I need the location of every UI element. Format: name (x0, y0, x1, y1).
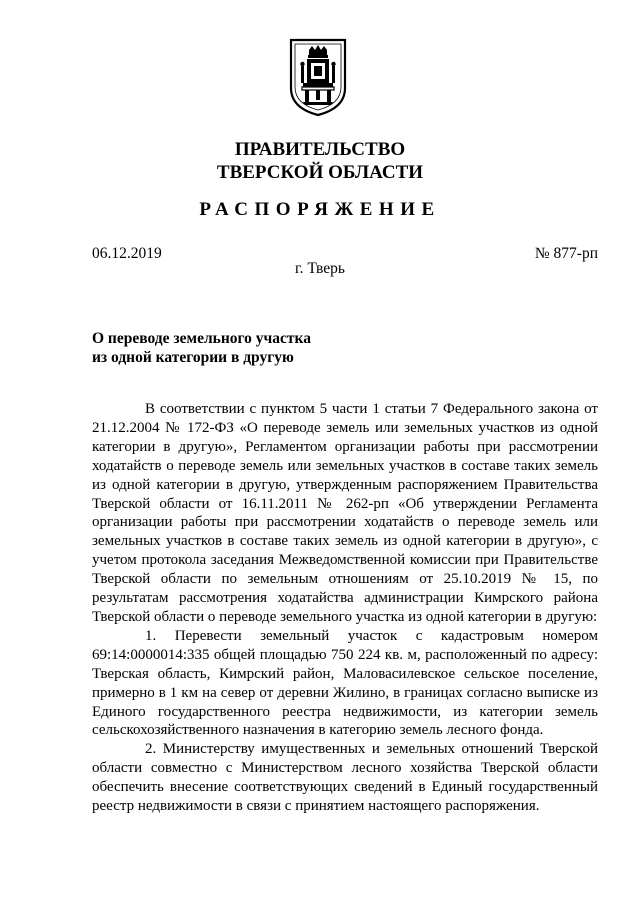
subject-line2: из одной категории в другую (92, 349, 294, 366)
document-number: № 877-рп (534, 245, 598, 262)
document-city: г. Тверь (295, 260, 345, 277)
item-2-paragraph: 2. Министерству имущественных и земельных отношений Тверской области совместно с Министерством лесного хозяйства Тверской области обеспечить внесение соответствующих сведений в Единый государственный реестр недвижимости в связи с принятием настоящего распоряжения. (92, 741, 598, 815)
item-1-paragraph: 1. Перевести земельный участок с кадастровым номером 69:14:0000014:335 общей площадью 750 224 кв. м, расположенный по адресу: Тверская область, Кимрский район, Маловасилевское сельское поселение, примерно в 1 км на север от деревни Жилино, в границах согласно выписке из Единого государственного реестра недвижимости, из категории земель сельскохозяйственного назначения в категорию земель лесного фонда. (92, 627, 598, 739)
intro-paragraph: В соответствии с пунктом 5 части 1 статьи 7 Федерального закона от 21.12.2004 № 172-ФЗ «О переводе земель или земельных участков из одной категории в другую», Регламентом организации работы при рассмотрении ходатайств о переводе земель или земельных участков в составе таких земель из одной категории в другую, утвержденным распоряжением Правительства Тверской области от 16.11.2011 № 262-рп «Об утверждении Регламента организации работы при рассмотрении ходатайств о переводе земель или земельных участков в составе таких земель из одной категории в другую», с учетом протокола заседания Межведомственной комиссии при Правительстве Тверской области по земельным отношениям от 25.10.2019 № 15, по результатам рассмотрения ходатайства администрации Кимрского района Тверской области о переводе земельного участка из одной категории в другую: (92, 401, 598, 625)
subject-line1: О переводе земельного участка (92, 330, 311, 347)
document-type-title: РАСПОРЯЖЕНИЕ (199, 199, 441, 220)
government-name-line1: ПРАВИТЕЛЬСТВО (234, 139, 406, 160)
government-name-line2: ТВЕРСКОЙ ОБЛАСТИ (216, 162, 424, 183)
tver-coat-of-arms-icon (287, 36, 349, 118)
document-body (92, 400, 598, 816)
document-date: 06.12.2019 (92, 245, 162, 262)
